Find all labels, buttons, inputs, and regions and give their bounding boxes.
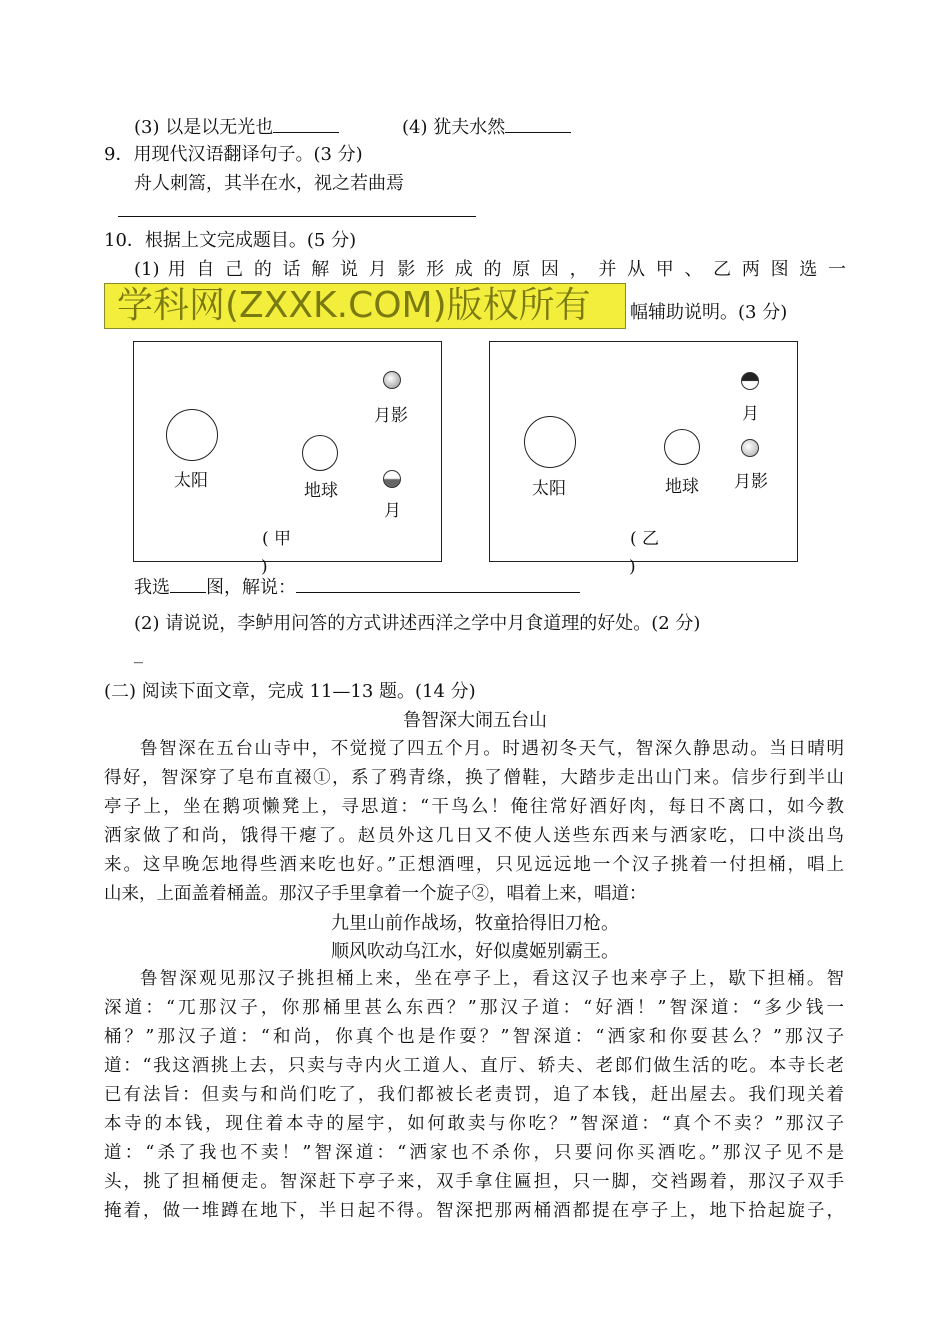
moon-icon [383, 470, 401, 488]
article-line: 深道：“兀那汉子，你那桶里甚么东西？”那汉子道：“好酒！”智深道：“多少钱一 [104, 998, 844, 1018]
figure-jia [133, 341, 442, 562]
poem-line: 九里山前作战场，牧童拾得旧刀枪。 [331, 913, 619, 934]
article-line: 掩着，做一堆蹲在地下，半日起不得。智深把那两桶酒都提在亭子上，地下拾起旋子， [104, 1201, 844, 1221]
q8-item-4: (4) 犹夫水然 [402, 114, 571, 140]
q9-sentence: 舟人刺篙，其半在水，视之若曲焉 [134, 173, 404, 194]
earth-circle [664, 429, 700, 465]
article-line: 亭子上，坐在鹅项懒凳上，寻思道：“干鸟么！俺往常好酒好肉，每日不离口，如今教 [104, 797, 844, 817]
article-line: 头，挑了担桶便走。智深赶下亭子来，双手拿住匾担，只一脚，交裆踢着，那汉子双手 [104, 1172, 844, 1192]
earth-label: 地球 [665, 477, 699, 497]
q9-answer-line[interactable] [118, 216, 476, 217]
article-title: 鲁智深大闹五台山 [403, 710, 547, 731]
moon-shadow-icon [383, 371, 401, 389]
moon-shadow-label: 月影 [374, 406, 408, 426]
sun-label: 太阳 [532, 479, 566, 499]
q10-part2-blank[interactable]: _ [134, 643, 143, 664]
watermark-banner: 学科网(ZXXK.COM)版权所有 [104, 283, 626, 329]
earth-circle [302, 435, 338, 471]
article-line: 道：“我这酒挑上去，只卖与寺内火工道人、直厅、轿夫、老郎们做生活的吃。本寺长老 [104, 1056, 844, 1076]
article-line: 本寺的本钱，现住着本寺的屋宇，如何敢卖与你吃？”智深道：“真个不卖？”那汉子 [104, 1114, 844, 1134]
figure-caption-tail: ) [629, 557, 636, 577]
sun-circle [166, 409, 218, 461]
article-line: 道：“杀了我也不卖！”智深道：“洒家也不杀你，只要问你买酒吃。”那汉子见不是 [104, 1143, 844, 1163]
explanation-blank[interactable] [296, 574, 580, 593]
article-line: 山来，上面盖着桶盖。那汉子手里拿着一个旋子②，唱着上来，唱道： [104, 884, 647, 904]
moon-shadow-icon [741, 439, 759, 457]
moon-shadow-label: 月影 [734, 472, 768, 492]
q8-item-3: (3) 以是以无光也 [134, 114, 339, 140]
answer-blank[interactable] [505, 114, 571, 133]
q10-part1-line1: (1) 用 自 己 的 话 解 说 月 影 形 成 的 原 因 ， 并 从 甲 、 乙 两 图 选 一 [134, 259, 846, 280]
q9-title: 9．用现代汉语翻译句子。(3 分) [104, 144, 363, 165]
article-line: 洒家做了和尚，饿得干瘪了。赵员外这几日又不使人送些东西来与洒家吃，口中淡出鸟 [104, 826, 844, 846]
article-line: 已有法旨：但卖与和尚们吃了，我们都被长老责罚，追了本钱，赶出屋去。我们现关着 [104, 1085, 844, 1105]
figure-choice-blank[interactable] [170, 574, 206, 593]
moon-icon [741, 372, 759, 390]
q10-part1-line2: 幅辅助说明。(3 分) [630, 302, 788, 323]
article-line: 来。这早晚怎地得些酒来吃也好。”正想酒哩，只见远远地一个汉子挑着一付担桶，唱上 [104, 855, 844, 875]
section2-heading: (二) 阅读下面文章，完成 11—13 题。(14 分) [104, 681, 476, 702]
article-line: 得好，智深穿了皂布直裰①，系了鸦青绦，换了僧鞋，大踏步走出山门来。信步行到半山 [104, 768, 844, 788]
article-line: 鲁智深观见那汉子挑担桶上来，坐在亭子上，看这汉子也来亭子上，歇下担桶。智 [140, 969, 844, 989]
figure-caption: ( 乙 [630, 529, 660, 549]
moon-label: 月 [742, 404, 759, 424]
article-line: 鲁智深在五台山寺中，不觉搅了四五个月。时遇初冬天气，智深久静思动。当日晴明 [140, 739, 844, 759]
figure-caption-tail: ) [261, 557, 268, 577]
q10-choose-line: 我选 图，解说： [134, 574, 580, 600]
q10-part2: (2) 请说说，李鲈用问答的方式讲述西洋之学中月食道理的好处。(2 分) [134, 613, 701, 634]
earth-label: 地球 [304, 481, 338, 501]
figure-caption: ( 甲 [262, 529, 292, 549]
q10-title: 10．根据上文完成题目。(5 分) [104, 230, 357, 251]
figure-yi [489, 341, 798, 562]
poem-line: 顺风吹动乌江水，好似虞姬别霸王。 [331, 941, 619, 962]
article-line: 桶？”那汉子道：“和尚，你真个也是作耍？”智深道：“洒家和你耍甚么？”那汉子 [104, 1027, 844, 1047]
moon-label: 月 [384, 501, 401, 521]
answer-blank[interactable] [273, 114, 339, 133]
sun-label: 太阳 [174, 471, 208, 491]
sun-circle [524, 416, 576, 468]
